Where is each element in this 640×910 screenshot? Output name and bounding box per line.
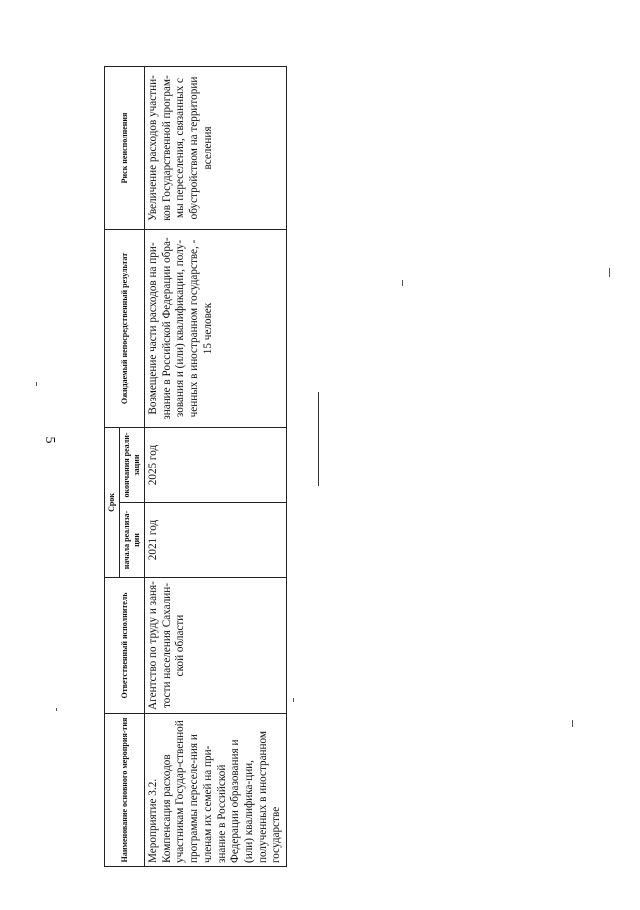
cell-event: Мероприятие 3.2. Компенсация расходов участникам Государ-ственной программы переселе-ния и членам их семей на при-знание в Российской Федерации образования и (или) квалифика-ции, полученных в иностранном государстве [145, 714, 287, 867]
scan-artifact-mark [572, 720, 573, 727]
header-executor: Ответственный исполнитель [105, 578, 145, 714]
table-header-row [105, 67, 120, 867]
cell-term-end: 2025 год [145, 428, 287, 503]
scan-artifact-mark [402, 280, 403, 286]
rotated-table-container [104, 67, 283, 867]
scan-artifact-mark [293, 698, 294, 702]
scan-artifact-mark [56, 708, 57, 711]
header-term-end: окончания реали-зации [120, 428, 145, 503]
header-event: Наименование основного мероприя-тия [105, 714, 145, 867]
scan-artifact-mark [36, 382, 37, 386]
scan-artifact-line [318, 392, 319, 486]
cell-risk: Увеличение расходов участни-ков Государственной програм-мы переселения, связанных с обустройством на территории вселения [145, 67, 287, 230]
page-number: 5 [42, 436, 57, 444]
table-row [145, 67, 287, 867]
header-result: Ожидаемый непосредственный результат [105, 230, 145, 428]
header-risk: Риск неисполнения [105, 67, 145, 230]
cell-executor: Агентство по труду и заня-тости населения Сахалин-ской области [145, 578, 287, 714]
measures-table [104, 66, 287, 867]
cell-result: Возмещение части расходов на при-знание в Российской Федерации обра-зования и (или) квалификации, полу-ченных в иностранном государстве, - 15 человек [145, 230, 287, 428]
header-term: Срок [105, 428, 120, 578]
scan-artifact-mark [609, 268, 610, 277]
header-term-start: начала реализа-ции [120, 503, 145, 578]
cell-term-start: 2021 год [145, 503, 287, 578]
